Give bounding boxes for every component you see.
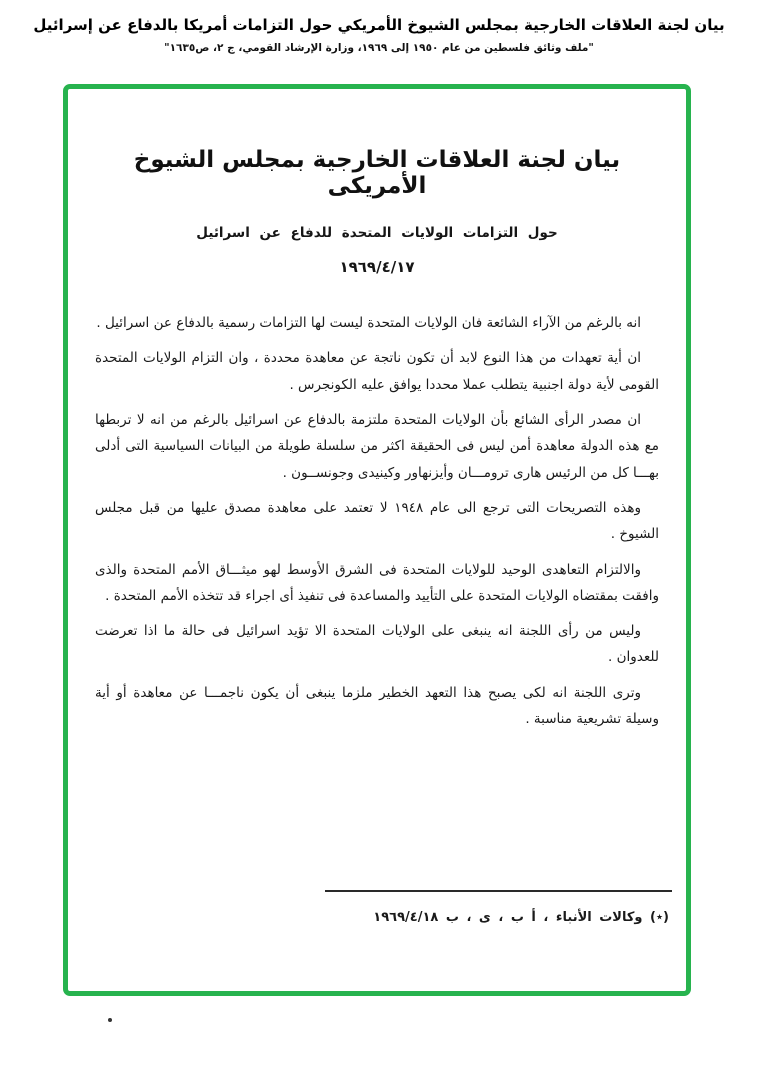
paragraph: وهذه التصريحات التى ترجع الى عام ١٩٤٨ لا تعتمد على معاهدة مصدق عليها من قبل مجلس الشيوخ . bbox=[95, 499, 659, 543]
footnote-text: (٭) وكالات الأنباء ، أ ب ، ى ، ب ١٩٦٩/٤/١٨ bbox=[373, 910, 669, 925]
scanned-document-frame bbox=[63, 84, 691, 996]
scan-artifact-dot bbox=[108, 1018, 112, 1022]
paragraph: وترى اللجنة انه لكى يصبح هذا التعهد الخطير ملزما ينبغى أن يكون ناجمـــا عن معاهدة أو أية وسيلة تشريعية مناسبة . bbox=[95, 684, 659, 728]
document-content bbox=[68, 89, 686, 732]
footnote-divider bbox=[325, 890, 672, 892]
header-title: بيان لجنة العلاقات الخارجية بمجلس الشيوخ الأمريكي حول التزامات أمريكا بالدفاع عن إسرائيل bbox=[33, 16, 725, 34]
document-date: ١٩٦٩/٤/١٧ bbox=[339, 258, 415, 276]
paragraph: والالتزام التعاهدى الوحيد للولايات المتحدة فى الشرق الأوسط لهو ميثـــاق الأمم المتحدة والذى وافقت بمقتضاه الولايات المتحدة على التأييد والمساعدة فى تنفيذ أى اجراء قد تتخذه الأمم المتحدة . bbox=[95, 561, 659, 604]
paragraph: ان مصدر الرأى الشائع بأن الولايات المتحدة ملتزمة بالدفاع عن اسرائيل بالرغم من انه لا تربطها مع هذه الدولة معاهدة أمن ليس فى الحقيقة اكثر من سلسلة طويلة من البيانات السياسية التى أدلى بهـــا كل من الرئيس هارى ترومـــان وأيزنهاور وكينيدى وجونســون . bbox=[95, 411, 659, 481]
header-source-citation: "ملف وثائق فلسطين من عام ١٩٥٠ إلى ١٩٦٩، وزارة الإرشاد القومي، ج ٢، ص١٦٣٥" bbox=[164, 42, 594, 54]
top-header bbox=[0, 0, 758, 54]
paragraph: ان أية تعهدات من هذا النوع لابد أن تكون ناتجة عن معاهدة محددة ، وان التزام الولايات المتحدة القومى لأية دولة اجنبية يتطلب عملا محددا يوافق عليه الكونجرس . bbox=[95, 350, 659, 393]
document-title: بيان لجنة العلاقات الخارجية بمجلس الشيوخ الأمريكى bbox=[133, 147, 621, 199]
document-body bbox=[95, 310, 659, 732]
document-subtitle: حول التزامات الولايات المتحدة للدفاع عن اسرائيل bbox=[196, 225, 558, 241]
paragraph: وليس من رأى اللجنة انه ينبغى على الولايات المتحدة الا تؤيد اسرائيل فى حالة ما اذا تعرضت للعدوان . bbox=[95, 623, 659, 666]
paragraph: انه بالرغم من الآراء الشائعة فان الولايات المتحدة ليست لها التزامات رسمية بالدفاع عن اسرائيل . bbox=[96, 315, 641, 331]
